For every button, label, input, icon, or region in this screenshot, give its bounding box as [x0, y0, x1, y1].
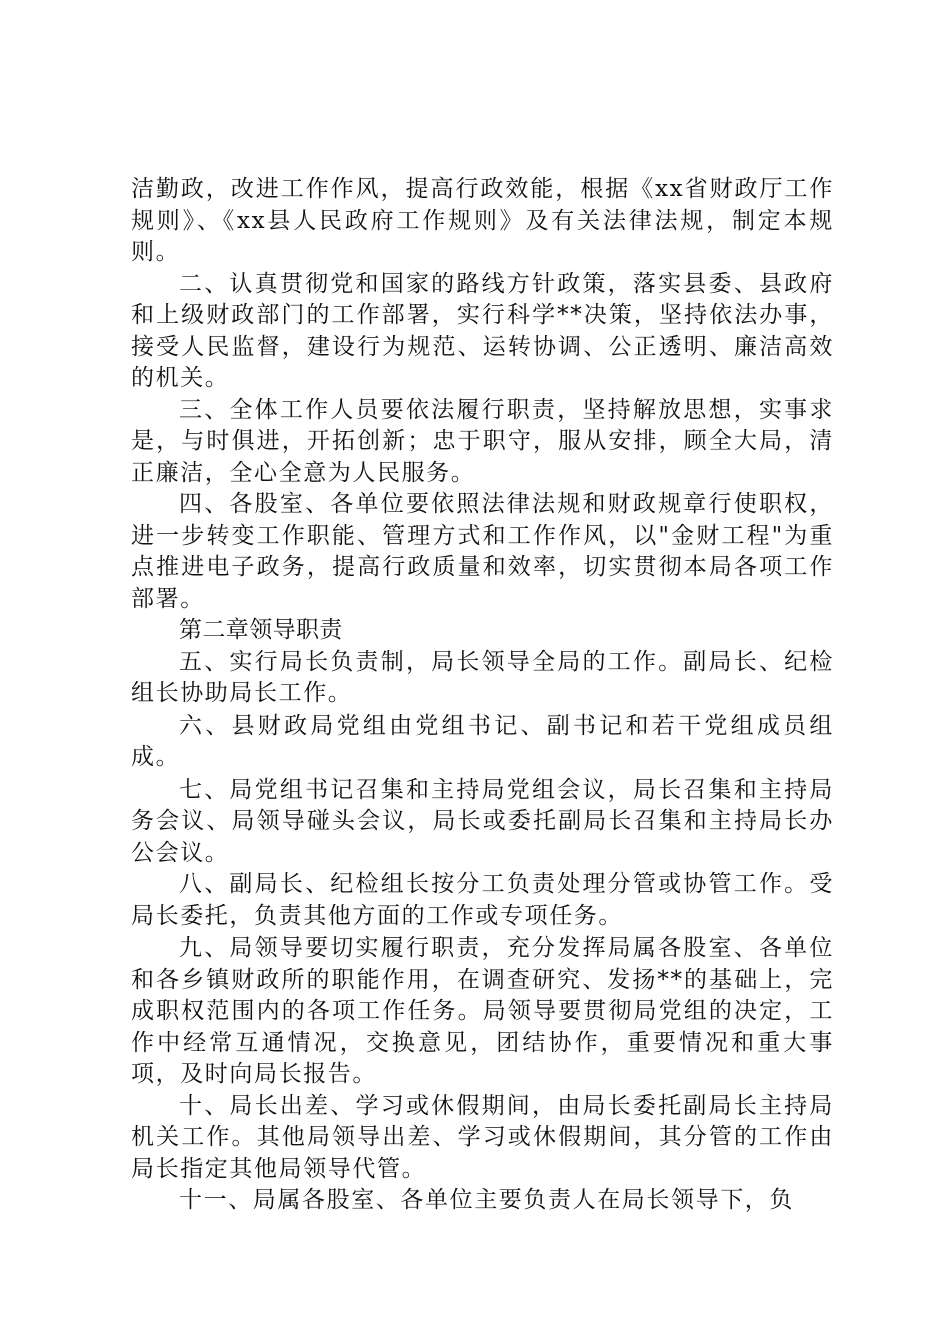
paragraph-article-3: 三、全体工作人员要依法履行职责，坚持解放思想，实事求是，与时俱进，开拓创新；忠于职守，服从安排，顾全大局，清正廉洁，全心全意为人民服务。 [131, 396, 834, 486]
paragraph-article-9: 九、局领导要切实履行职责，充分发挥局属各股室、各单位和各乡镇财政所的职能作用，在调查研究、发扬**的基础上，完成职权范围内的各项工作任务。局领导要贯彻局党组的决定，工作中经常互通情况，交换意见，团结协作，重要情况和重大事项，及时向局长报告。 [131, 935, 834, 1087]
paragraph-article-11: 十一、局属各股室、各单位主要负责人在局长领导下，负 [179, 1187, 794, 1213]
document-body [131, 174, 834, 1217]
paragraph-article-8: 八、副局长、纪检组长按分工负责处理分管或协管工作。受局长委托，负责其他方面的工作或专项任务。 [131, 871, 834, 929]
paragraph-article-4: 四、各股室、各单位要依照法律法规和财政规章行使职权，进一步转变工作职能、管理方式和工作作风，以"金财工程"为重点推进电子政务，提高行政质量和效率，切实贯彻本局各项工作部署。 [131, 491, 834, 612]
paragraph-article-10: 十、局长出差、学习或休假期间，由局长委托副局长主持局机关工作。其他局领导出差、学习或休假期间，其分管的工作由局长指定其他局领导代管。 [131, 1092, 834, 1182]
chapter-heading: 第二章领导职责 [179, 617, 343, 643]
paragraph-article-5: 五、实行局长负责制，局长领导全局的工作。副局长、纪检组长协助局长工作。 [131, 648, 834, 706]
paragraph-article-2: 二、认真贯彻党和国家的路线方针政策，落实县委、县政府和上级财政部门的工作部署，实行科学**决策，坚持依法办事，接受人民监督，建设行为规范、运转协调、公正透明、廉洁高效的机关。 [131, 270, 834, 391]
paragraph-article-6: 六、县财政局党组由党组书记、副书记和若干党组成员组成。 [131, 712, 834, 770]
paragraph-article-7: 七、局党组书记召集和主持局党组会议，局长召集和主持局务会议、局领导碰头会议，局长或委托副局长召集和主持局长办公会议。 [131, 776, 834, 866]
paragraph-continuation: 洁勤政，改进工作作风，提高行政效能，根据《xx省财政厅工作规则》、《xx县人民政府工作规则》及有关法律法规，制定本规则。 [131, 176, 834, 265]
